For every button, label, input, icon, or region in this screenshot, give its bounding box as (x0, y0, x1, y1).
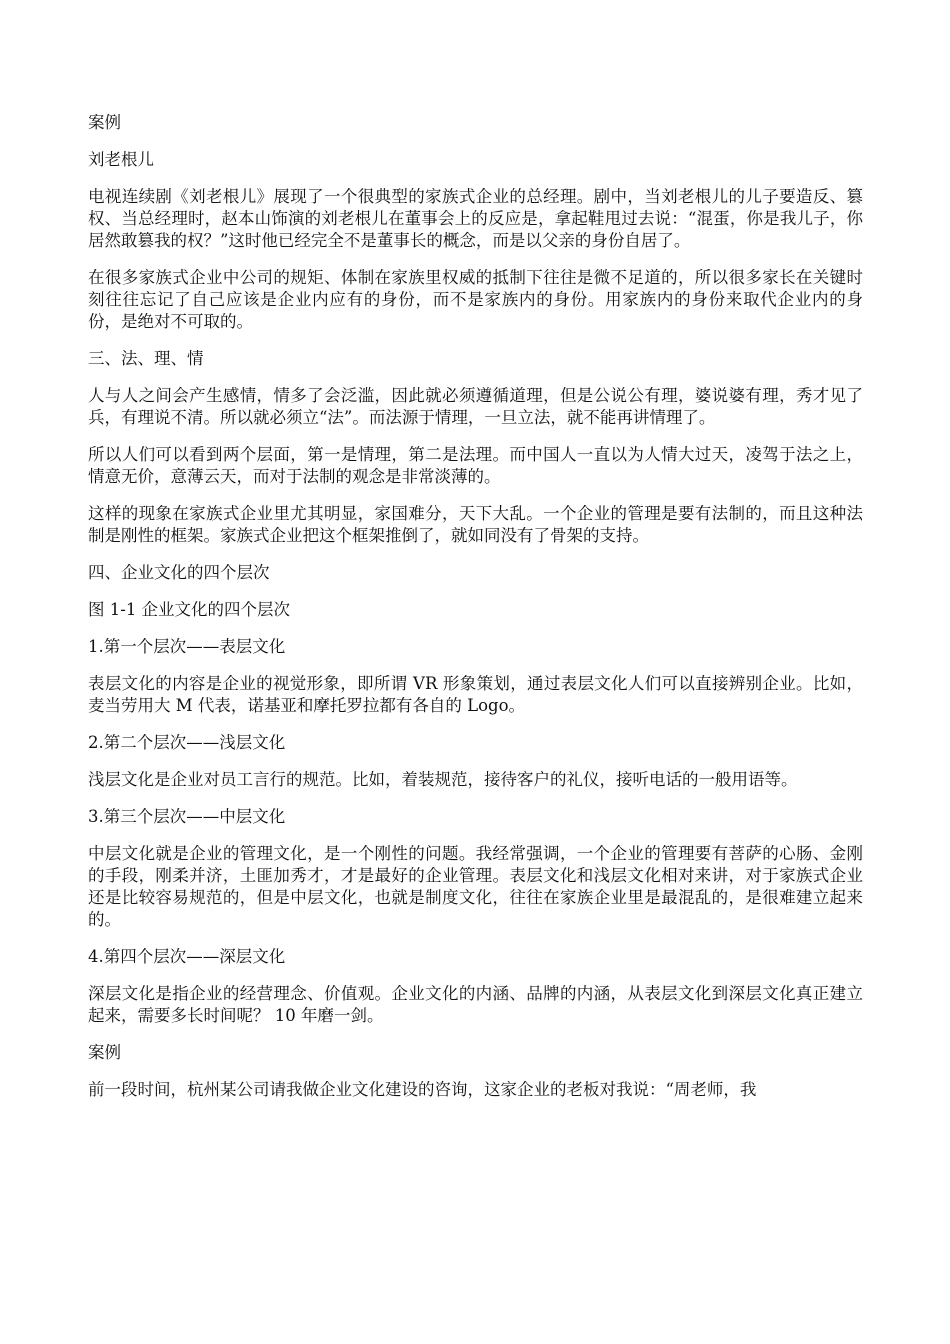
paragraph-family-authority: 在很多家族式企业中公司的规矩、体制在家族里权威的抵制下往往是微不足道的，所以很多家长在关键时刻往往忘记了自己应该是企业内应有的身份，而不是家族内的身份。用家族内的身份来取代企业内的身份，是绝对不可取的。 (88, 268, 863, 331)
section-heading-3: 三、法、理、情 (88, 349, 204, 368)
section-heading-4: 四、企业文化的四个层次 (88, 563, 270, 582)
figure-caption: 图 1-1 企业文化的四个层次 (88, 600, 291, 619)
subheading-level-3: 3.第三个层次——中层文化 (88, 807, 286, 826)
document-page (88, 112, 863, 1116)
paragraph-deep-culture: 深层文化是指企业的经营理念、价值观。企业文化的内涵、品牌的内涵，从表层文化到深层文化真正建立起来，需要多长时间呢？ 10 年磨一剑。 (88, 984, 863, 1025)
paragraph-two-levels: 所以人们可以看到两个层面，第一是情理，第二是法理。而中国人一直以为人情大过天，凌驾于法之上，情意无价，意薄云天，而对于法制的观念是非常淡薄的。 (88, 445, 863, 486)
subheading-level-1: 1.第一个层次——表层文化 (88, 637, 286, 656)
case-label-2: 案例 (88, 1043, 121, 1062)
paragraph-law-reason-emotion: 人与人之间会产生感情，情多了会泛滥，因此就必须遵循道理，但是公说公有理，婆说婆有理，秀才见了兵，有理说不清。所以就必须立“法”。而法源于情理，一旦立法，就不能再讲情理了。 (88, 386, 863, 427)
paragraph-liu-laogen-story: 电视连续剧《刘老根儿》展现了一个很典型的家族式企业的总经理。剧中，当刘老根儿的儿子要造反、篡权、当总经理时，赵本山饰演的刘老根儿在董事会上的反应是，拿起鞋甩过去说：“混蛋，你是我儿子，你居然敢篡我的权？”这时他已经完全不是董事长的概念，而是以父亲的身份自居了。 (88, 187, 863, 250)
case-title: 刘老根儿 (88, 150, 154, 169)
paragraph-surface-culture: 表层文化的内容是企业的视觉形象，即所谓 VR 形象策划，通过表层文化人们可以直接辨别企业。比如，麦当劳用大 M 代表，诺基亚和摩托罗拉都有各自的 Logo。 (88, 674, 863, 715)
paragraph-rigid-framework: 这样的现象在家族式企业里尤其明显，家国难分，天下大乱。一个企业的管理是要有法制的，而且这种法制是刚性的框架。家族式企业把这个框架推倒了，就如同没有了骨架的支持。 (88, 504, 863, 545)
paragraph-middle-culture: 中层文化就是企业的管理文化，是一个刚性的问题。我经常强调，一个企业的管理要有菩萨的心肠、金刚的手段，刚柔并济，土匪加秀才，才是最好的企业管理。表层文化和浅层文化相对来讲，对于家族式企业还是比较容易规范的，但是中层文化，也就是制度文化，往往在家族企业里是最混乱的，是很难建立起来的。 (88, 844, 863, 929)
case-label-1: 案例 (88, 113, 121, 132)
paragraph-hangzhou-case: 前一段时间，杭州某公司请我做企业文化建设的咨询，这家企业的老板对我说：“周老师，我 (88, 1080, 757, 1099)
paragraph-shallow-culture: 浅层文化是企业对员工言行的规范。比如，着装规范，接待客户的礼仪，接听电话的一般用语等。 (88, 770, 798, 789)
subheading-level-2: 2.第二个层次——浅层文化 (88, 733, 286, 752)
subheading-level-4: 4.第四个层次——深层文化 (88, 947, 286, 966)
